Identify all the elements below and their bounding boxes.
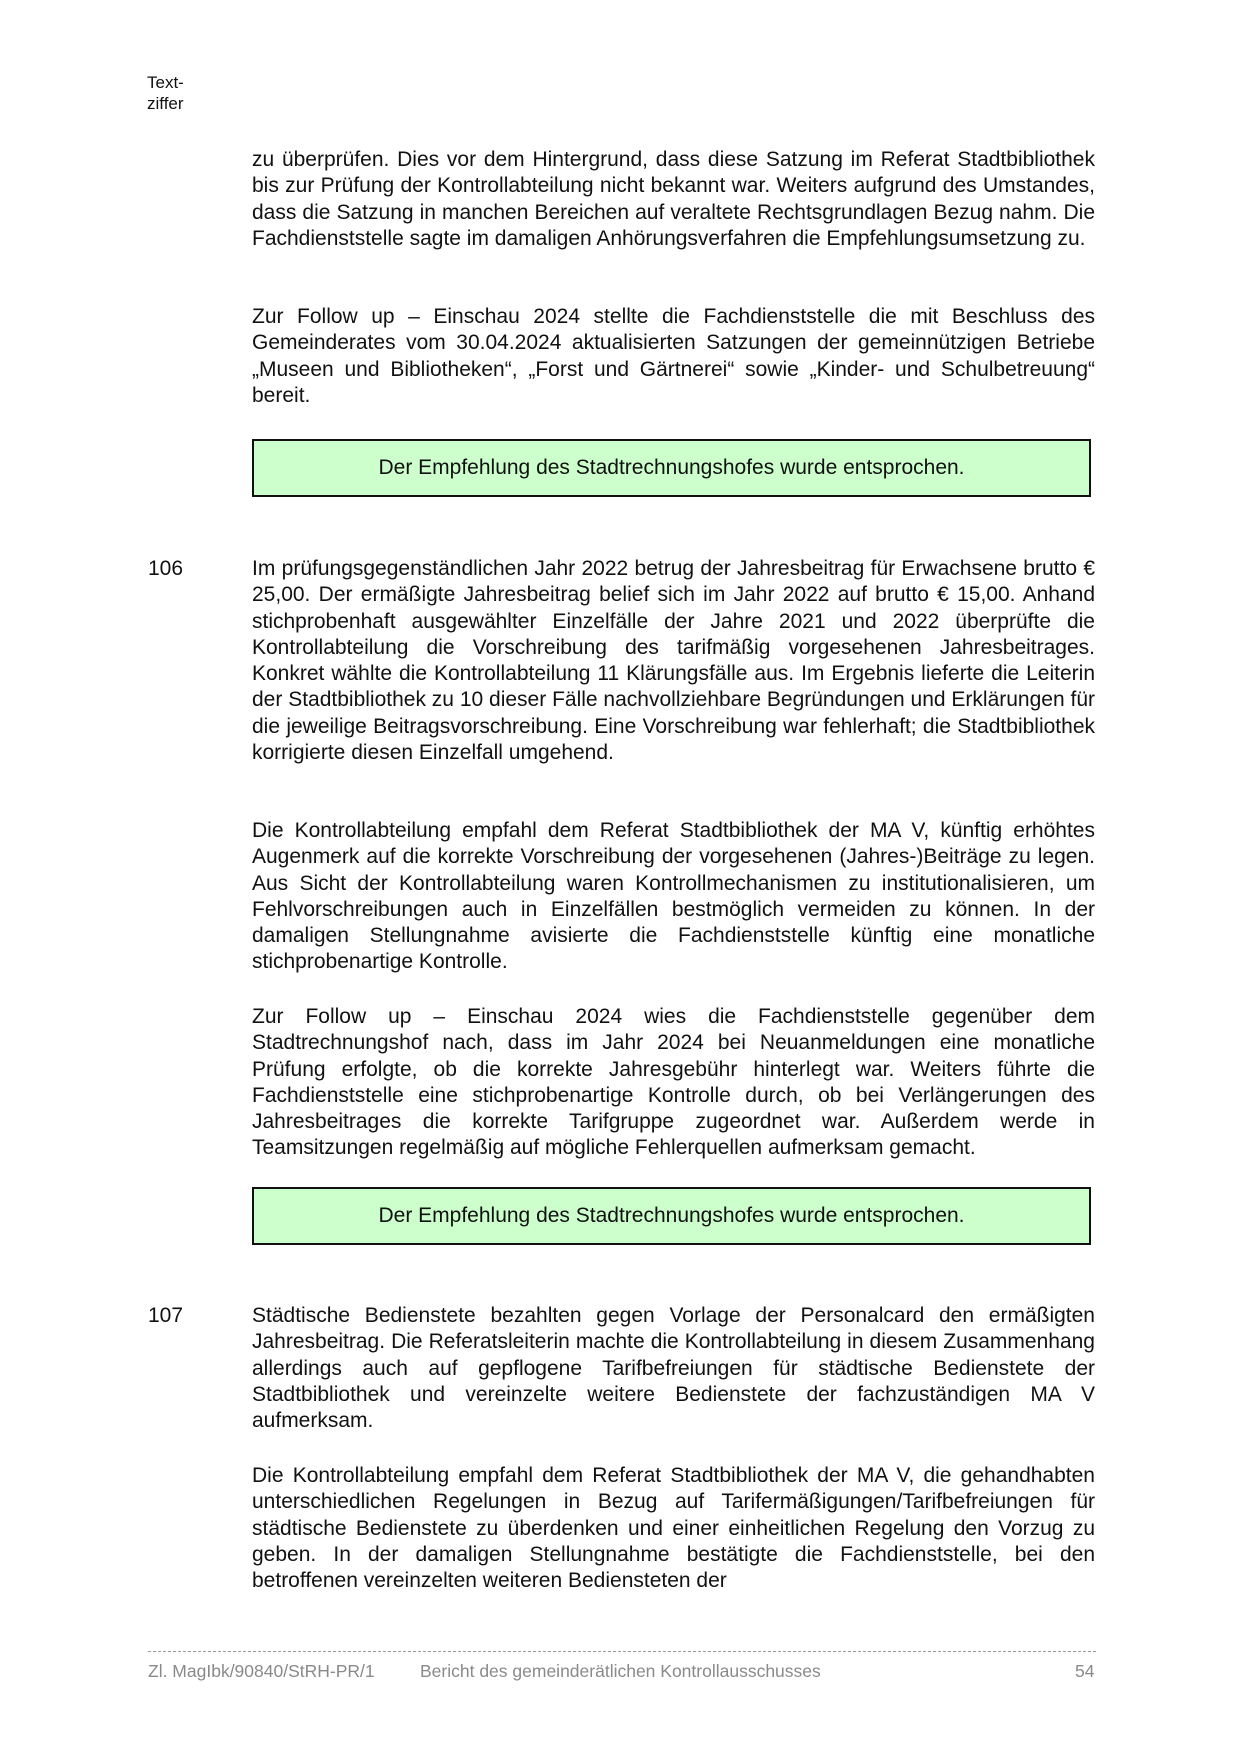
paragraph: zu überprüfen. Dies vor dem Hintergrund, dass diese Satzung im Referat Stadtbibliothek bis zur Prüfung der Kontrollabteilung nicht bekannt war. Weiters aufgrund des Umstandes, dass die Satzung in manchen Bereichen auf veraltete Rechtsgrundlagen Bezug nahm. Die Fachdienststelle sagte im damaligen Anhörungsverfahren die Empfehlungsumsetzung zu. (252, 148, 1095, 250)
result-box-text: Der Empfehlung des Stadtrechnungshofes wurde entsprochen. (378, 456, 965, 479)
paragraph: Städtische Bedienstete bezahlten gegen Vorlage der Personalcard den ermäßigten Jahresbeitrag. Die Referatsleiterin machte die Kontrollabteilung in diesem Zusammenhang allerdings auch auf gepflogene Tarifbefreiungen für städtische Bedienstete der Stadtbibliothek und vereinzelte weitere Bedienstete der fachzuständigen MA V aufmerksam. (252, 1304, 1095, 1433)
paragraph: Die Kontrollabteilung empfahl dem Referat Stadtbibliothek der MA V, die gehandhabten unterschiedlichen Regelungen in Bezug auf Tarifermäßigungen/Tarifbefreiungen für städtische Bedienstete zu überdenken und einer einheitlichen Regelung den Vorzug zu geben. In der damaligen Stellungnahme bestätigte die Fachdienststelle, bei den betroffenen vereinzelten weiteren Bediensteten der (252, 1464, 1095, 1593)
footer-reference: Zl. MagIbk/90840/StRH-PR/1 (148, 1661, 375, 1681)
section-number: 107 (148, 1304, 184, 1327)
paragraph: Zur Follow up – Einschau 2024 wies die Fachdienststelle gegenüber dem Stadtrechnungshof nach, dass im Jahr 2024 bei Neuanmeldungen eine monatliche Prüfung erfolgte, ob die korrekte Jahresgebühr hinterlegt war. Weiters führte die Fachdienststelle eine stichprobenartige Kontrolle durch, ob bei Verlängerungen des Jahresbeitrages die korrekte Tarifgruppe zugeordnet war. Außerdem werde in Teamsitzungen regelmäßig auf mögliche Fehlerquellen aufmerksam gemacht. (252, 1005, 1095, 1160)
result-box-text: Der Empfehlung des Stadtrechnungshofes wurde entsprochen. (378, 1204, 965, 1227)
paragraph: Zur Follow up – Einschau 2024 stellte die Fachdienststelle die mit Beschluss des Gemeinderates vom 30.04.2024 aktualisierten Satzungen der gemeinnützigen Betriebe „Museen und Bibliotheken“, „Forst und Gärtnerei“ sowie „Kinder- und Schulbetreuung“ bereit. (252, 305, 1095, 407)
margin-label-line2: ziffer (147, 94, 184, 113)
margin-label-textziffer (147, 72, 207, 114)
result-box (252, 1187, 1091, 1245)
page-number: 54 (1075, 1661, 1095, 1681)
paragraph: Die Kontrollabteilung empfahl dem Referat Stadtbibliothek der MA V, künftig erhöhtes Augenmerk auf die korrekte Vorschreibung der vorgesehenen (Jahres-)Beiträge zu legen. Aus Sicht der Kontrollabteilung waren Kontrollmechanismen zu institutionalisieren, um Fehlvorschreibungen auch in Einzelfällen bestmöglich vermeiden zu können. In der damaligen Stellungnahme avisierte die Fachdienststelle künftig eine monatliche stichprobenartige Kontrolle. (252, 819, 1095, 974)
footer-divider (148, 1651, 1096, 1652)
footer-title: Bericht des gemeinderätlichen Kontrollausschusses (420, 1661, 821, 1681)
section-number: 106 (148, 557, 184, 580)
result-box (252, 439, 1091, 497)
paragraph: Im prüfungsgegenständlichen Jahr 2022 betrug der Jahresbeitrag für Erwachsene brutto € 25,00. Der ermäßigte Jahresbeitrag belief sich im Jahr 2022 auf brutto € 15,00. Anhand stichprobenhaft ausgewählter Einzelfälle der Jahre 2021 und 2022 überprüfte die Kontrollabteilung die Vorschreibung des tarifmäßig vorgesehenen Jahresbeitrages. Konkret wählte die Kontrollabteilung 11 Klärungsfälle aus. Im Ergebnis lieferte die Leiterin der Stadtbibliothek zu 10 dieser Fälle nachvollziehbare Begründungen und Erklärungen für die jeweilige Beitragsvorschreibung. Eine Vorschreibung war fehlerhaft; die Stadtbibliothek korrigierte diesen Einzelfall umgehend. (252, 557, 1095, 765)
margin-label-line1: Text- (147, 73, 184, 92)
